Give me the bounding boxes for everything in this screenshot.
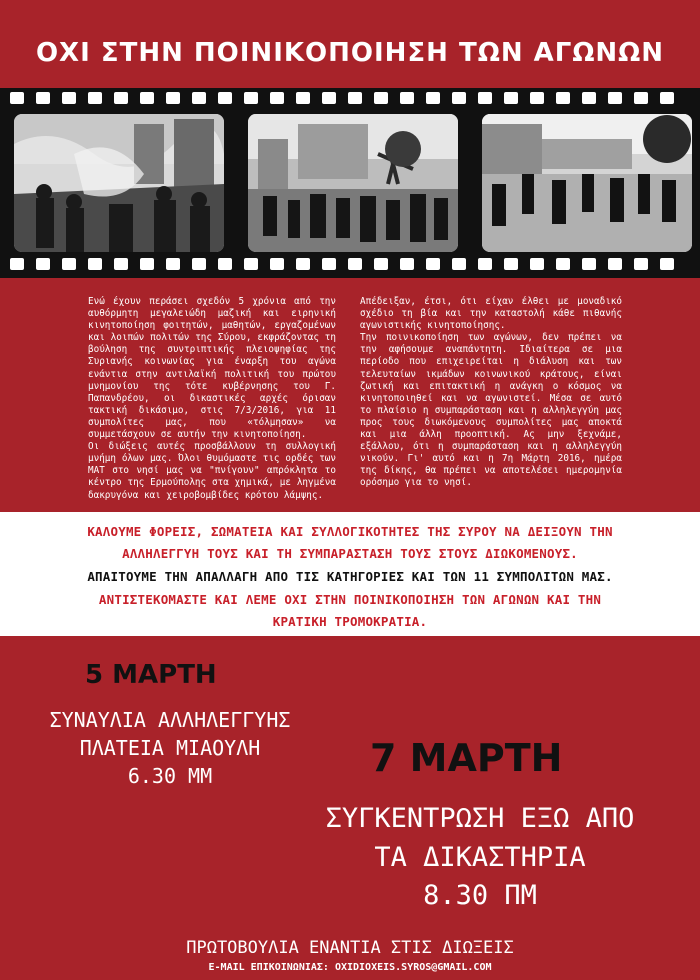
event2-time: 8.30 ΠΜ xyxy=(423,880,537,911)
film-sprocket-hole xyxy=(608,258,622,270)
event2-place: ΤΑ ΔΙΚΑΣΤΗΡΙΑ xyxy=(374,842,586,873)
film-sprocket-hole xyxy=(166,258,180,270)
film-sprocket-hole xyxy=(218,92,232,104)
film-sprocket-hole xyxy=(296,258,310,270)
film-sprocket-hole xyxy=(270,92,284,104)
event1-date: 5 ΜΑΡΤΗ xyxy=(85,660,217,690)
film-sprocket-hole xyxy=(270,258,284,270)
film-sprocket-hole xyxy=(452,258,466,270)
poster-title: ΟΧΙ ΣΤΗΝ ΠΟΙΝΙΚΟΠΟΙΗΣΗ ΤΩΝ ΑΓΩΝΩΝ xyxy=(35,38,665,68)
film-sprocket-hole xyxy=(504,92,518,104)
film-sprocket-hole xyxy=(244,258,258,270)
article-left-column xyxy=(88,296,336,502)
film-sprocket-hole xyxy=(608,92,622,104)
film-sprocket-hole xyxy=(452,92,466,104)
film-holes-top xyxy=(0,92,700,108)
film-sprocket-hole xyxy=(478,92,492,104)
film-sprocket-hole xyxy=(140,258,154,270)
film-sprocket-hole xyxy=(36,258,50,270)
film-sprocket-hole xyxy=(582,92,596,104)
film-sprocket-hole xyxy=(88,92,102,104)
contact-email: E-MAIL ΕΠΙΚΟΙΝΩΝΙΑΣ: OXIDIOXEIS.SYROS@GMAIL.COM xyxy=(208,962,492,973)
film-holes-bottom xyxy=(0,258,700,274)
film-sprocket-hole xyxy=(660,92,674,104)
film-sprocket-hole xyxy=(504,258,518,270)
event1-title: ΣΥΝΑΥΛΙΑ ΑΛΛΗΛΕΓΓΥΗΣ xyxy=(49,708,291,732)
photo-police-line-street xyxy=(482,114,692,252)
event2-date: 7 ΜΑΡΤΗ xyxy=(370,736,563,780)
photo-square-crowd xyxy=(248,114,458,252)
film-sprocket-hole xyxy=(322,92,336,104)
film-sprocket-hole xyxy=(634,258,648,270)
film-sprocket-hole xyxy=(530,258,544,270)
film-sprocket-hole xyxy=(660,258,674,270)
film-sprocket-hole xyxy=(10,92,24,104)
film-sprocket-hole xyxy=(374,92,388,104)
film-sprocket-hole xyxy=(244,92,258,104)
paragraph: Ενώ έχουν περάσει σχεδόν 5 χρόνια από την αυθόρμητη μεγαλειώδη μαζική και ειρηνική κινητοποίηση φοιτητών, μαθητών, εργαζομένων και λοιπών πολιτών της Σύρου, εκφράζοντας τη βούληση της συντριπτικής πλειοψηφίας της Συριανής κοινωνίας για έναρξη του αγώνα ενάντια στην αντιλαϊκή πολιτική του πρώτου μνημονίου της τότε κυβέρνησης του Γ. Παπανδρέου, οι δικαστικές αρχές όρισαν τακτική δικάσιμο, στις 7/3/2016, για 11 συμπολίτες μας, που «τόλμησαν» να συμμετάσχουν σε αυτήν την κινητοποίηση. xyxy=(88,296,336,441)
film-sprocket-hole xyxy=(582,258,596,270)
event2-title: ΣΥΓΚΕΝΤΡΩΣΗ ΕΞΩ ΑΠΟ xyxy=(325,803,635,834)
film-sprocket-hole xyxy=(114,92,128,104)
film-sprocket-hole xyxy=(62,258,76,270)
film-sprocket-hole xyxy=(114,258,128,270)
film-sprocket-hole xyxy=(426,92,440,104)
film-sprocket-hole xyxy=(218,258,232,270)
film-sprocket-hole xyxy=(296,92,310,104)
film-sprocket-hole xyxy=(426,258,440,270)
cta-line: ΑΠΑΙΤΟΥΜΕ ΤΗΝ ΑΠΑΛΛΑΓΗ ΑΠΟ ΤΙΣ ΚΑΤΗΓΟΡΙΕΣ ΚΑΙ ΤΩΝ 11 ΣΥΜΠΟΛΙΤΩΝ ΜΑΣ. xyxy=(87,569,613,584)
photo-riot-police-smoke xyxy=(14,114,224,252)
film-strip xyxy=(0,88,700,278)
film-sprocket-hole xyxy=(62,92,76,104)
cta-line: ΚΡΑΤΙΚΗ ΤΡΟΜΟΚΡΑΤΙΑ. xyxy=(272,614,428,629)
film-sprocket-hole xyxy=(348,258,362,270)
cta-line: ΚΑΛΟΥΜΕ ΦΟΡΕΙΣ, ΣΩΜΑΤΕΙΑ ΚΑΙ ΣΥΛΛΟΓΙΚΟΤΗΤΕΣ ΤΗΣ ΣΥΡΟΥ ΝΑ ΔΕΙΞΟΥΝ ΤΗΝ xyxy=(87,524,613,539)
film-sprocket-hole xyxy=(36,92,50,104)
film-sprocket-hole xyxy=(348,92,362,104)
event1-time: 6.30 ΜΜ xyxy=(127,764,213,788)
film-sprocket-hole xyxy=(374,258,388,270)
film-sprocket-hole xyxy=(192,258,206,270)
film-sprocket-hole xyxy=(166,92,180,104)
film-sprocket-hole xyxy=(140,92,154,104)
film-sprocket-hole xyxy=(556,258,570,270)
film-sprocket-hole xyxy=(400,258,414,270)
film-sprocket-hole xyxy=(88,258,102,270)
film-sprocket-hole xyxy=(556,92,570,104)
film-sprocket-hole xyxy=(192,92,206,104)
article-right-column xyxy=(360,296,622,490)
cta-line: ΑΛΛΗΛΕΓΓΥΗ ΤΟΥΣ ΚΑΙ ΤΗ ΣΥΜΠΑΡΑΣΤΑΣΗ ΤΟΥΣ ΣΤΟΥΣ ΔΙΩΚΟΜΕΝΟΥΣ. xyxy=(122,546,578,561)
paragraph: Την ποινικοποίηση των αγώνων, δεν πρέπει να την αφήσουμε αναπάντητη. Ιδιαίτερα σε μια περίοδο που επιχειρείται η διάλυση και των τελευταίων ικμάδων κοινωνικού κράτους, είναι ζωτική και επιτακτική η ανάγκη ο κόσμος να κινητοποιηθεί και να αγωνιστεί. Μέσα σε αυτό το πλαίσιο η συμπαράσταση και η αλληλεγγύη μας προς τους διωκόμενους συμπολίτες μας αποκτά και μια άλλη προοπτική. Ας μην ξεχνάμε, εξάλλου, ότι η συμπαράσταση και η αλληλεγγύη νικούν. Γι' αυτό και η 7η Μάρτη 2016, ημέρα της δίκης, θα πρέπει να αποτελέσει ημερομηνία ορόσημο για το νησί. xyxy=(360,332,622,489)
cta-line: ΑΝΤΙΣΤΕΚΟΜΑΣΤΕ ΚΑΙ ΛΕΜΕ ΟΧΙ ΣΤΗΝ ΠΟΙΝΙΚΟΠΟΙΗΣΗ ΤΩΝ ΑΓΩΝΩΝ ΚΑΙ ΤΗΝ xyxy=(98,592,602,607)
film-sprocket-hole xyxy=(634,92,648,104)
event1-place: ΠΛΑΤΕΙΑ ΜΙΑΟΥΛΗ xyxy=(79,736,261,760)
paragraph: Οι διώξεις αυτές προσβάλλουν τη συλλογική μνήμη όλων μας. Όλοι θυμόμαστε τις ορδές των ΜΑΤ στο νησί μας να "πνίγουν" απρόκλητα το κέντρο της Ερμούπολης στα χημικά, με ληγμένα δακρυγόνα και χειροβομβίδες κρότου λάμψης. xyxy=(88,441,336,501)
paragraph: Απέδειξαν, έτσι, ότι είχαν έλθει με μοναδικό σχέδιο τη βία και την καταστολή κάθε πιθανής αγωνιστικής κινητοποίησης. xyxy=(360,296,622,332)
organization-name: ΠΡΩΤΟΒΟΥΛΙΑ ΕΝΑΝΤΙΑ ΣΤΙΣ ΔΙΩΞΕΙΣ xyxy=(186,938,514,958)
call-to-action-band xyxy=(0,512,700,636)
film-sprocket-hole xyxy=(322,258,336,270)
film-sprocket-hole xyxy=(10,258,24,270)
film-sprocket-hole xyxy=(530,92,544,104)
film-sprocket-hole xyxy=(478,258,492,270)
film-sprocket-hole xyxy=(400,92,414,104)
